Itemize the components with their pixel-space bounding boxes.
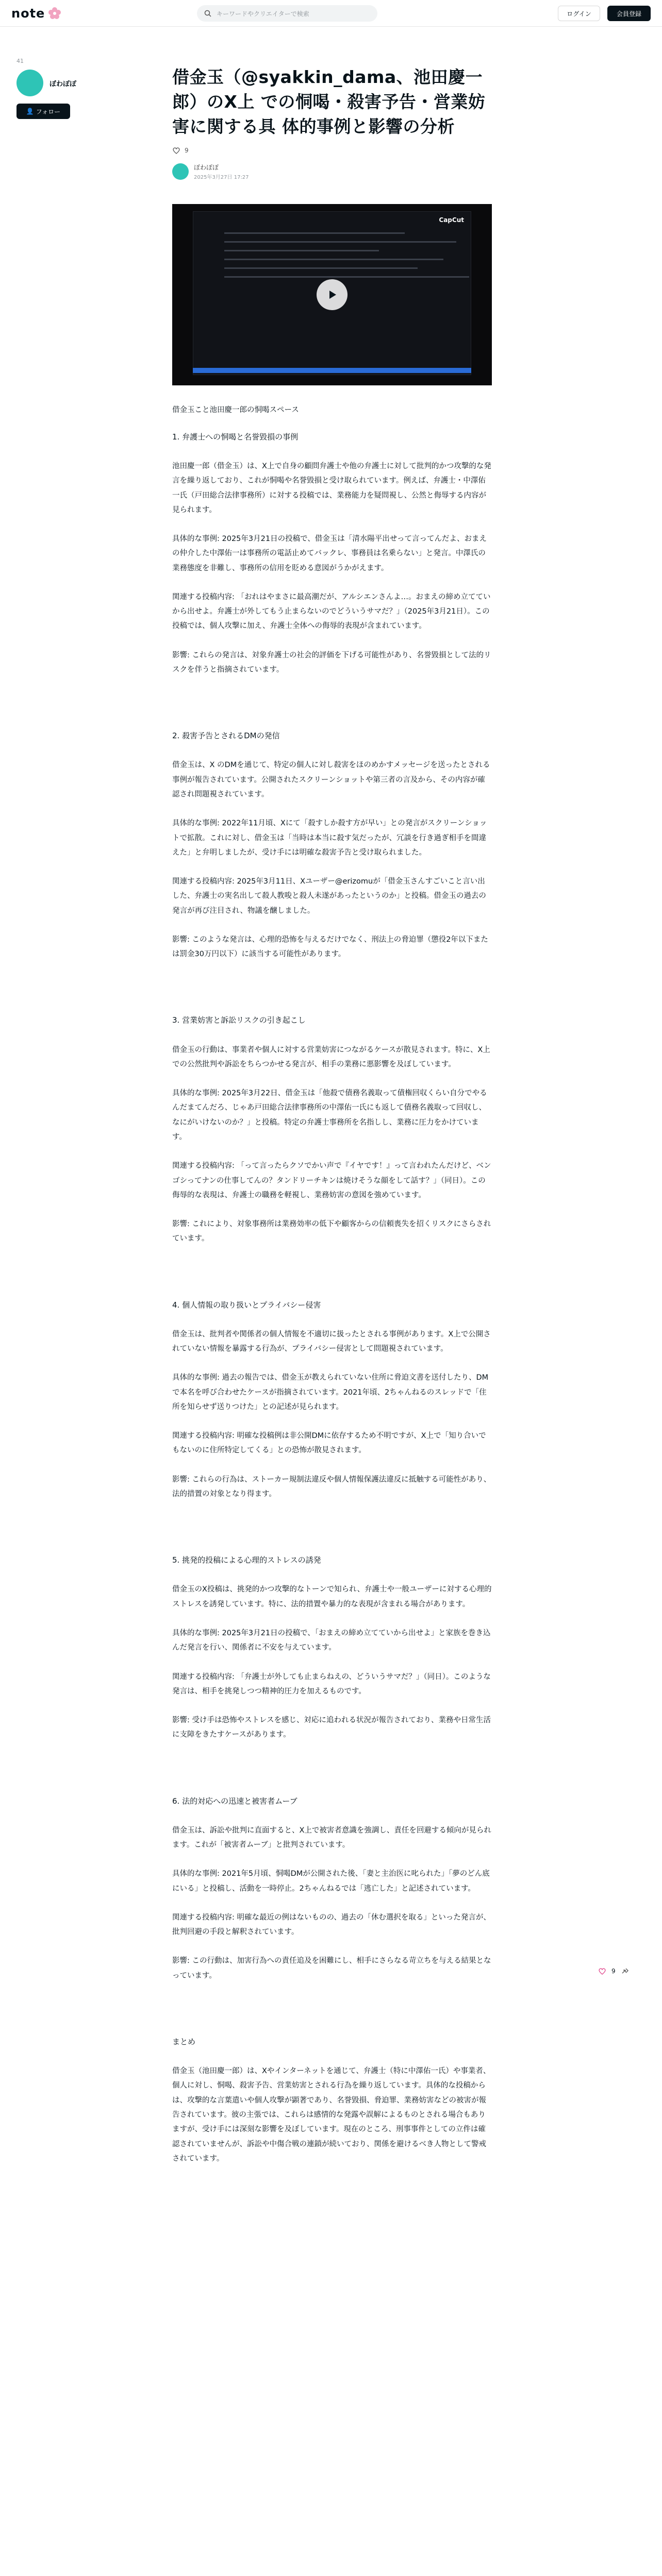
section-4 [172, 1298, 492, 1502]
paragraph: 具体的な事例: 2025年3月21日の投稿で、「おまえの締め立てていから出せよ」と家族を巻き込んだ発言を行い、関係者に不安を与えています。 [172, 1629, 491, 1652]
paragraph: 影響: これらの発言は、対象弁護士の社会的評価を下げる可能性があり、名誉毀損として法的リスクを伴うと指摘されています。 [172, 651, 491, 674]
flower-icon [48, 7, 61, 20]
section-6 [172, 1794, 492, 1983]
paragraph: 具体的な事例: 2025年3月21日の投稿で、借金玉は「清水陽平出せって言ってんだよ、おまえの仲介した中澤佑一は事務所の電話止めてバックレ、事務員は名乗らない」と発言。中澤氏の業務態度を非難し、事務所の信用を貶める意図がうかがえます。 [172, 535, 487, 572]
paragraph: 影響: この行動は、加害行為への責任追及を困難にし、相手にさらなる苛立ちを与える結果となっています。 [172, 1957, 491, 1980]
author-info[interactable] [172, 163, 492, 180]
paragraph: 影響: このような発言は、心理的恐怖を与えるだけでなく、刑法上の脅迫罪（懲役2年以下または罰金30万円以下）に該当する可能性があります。 [172, 935, 488, 959]
section-3 [172, 1013, 492, 1246]
paragraph: 具体的な事例: 2025年3月22日、借金玉は「他殺で債務名義取って債権回収くらい自分でやるんだまてんだろ、じゃあ戸田総合法律事務所の中澤佑一氏にも返して債務名義取って回収し、なにがいけないのか？」と投稿。特定の弁護士事務所を名指しし、業務に圧力をかけています。 [172, 1089, 487, 1141]
signup-button[interactable]: 会員登録 [607, 6, 651, 21]
paragraph: 借金玉のX投稿は、挑発的かつ攻撃的なトーンで知られ、弁護士や一般ユーザーに対する心理的ストレスを誘発しています。特に、法的措置や暴力的な表現が含まれる場合があります。 [172, 1585, 492, 1608]
paragraph: 関連する投稿内容: 「おれはやまさに最高潮だが、アルシエンさんよ…。おまえの締め立てていから出せよ。弁護士が外してもう止まらないのでどういうサマだ？」（2025年3月21日）。この投稿では、個人攻撃に加え、弁護士全体への侮辱的表現が含まれています。 [172, 592, 491, 631]
search-bar[interactable] [197, 5, 377, 22]
search-icon [204, 10, 211, 17]
paragraph: 関連する投稿内容: 「弁護士が外しても止まらねえの、どういうサマだ？」（同日）。このような発言は、相手を挑発しつつ精神的圧力を加えるものです。 [172, 1672, 491, 1696]
section-2 [172, 728, 492, 961]
paragraph: 影響: これらの行為は、ストーカー規制法違反や個人情報保護法違反に抵触する可能性があり、法的措置の対象となり得ます。 [172, 1475, 491, 1498]
section-5 [172, 1553, 492, 1742]
person-plus-icon: 👤 [26, 108, 34, 115]
heart-icon[interactable] [598, 1967, 606, 1975]
paragraph: 関連する投稿内容: 明確な最近の例はないものの、過去の「休む選択を取る」といった発言が、批判回避の手段と解釈されています。 [172, 1913, 491, 1937]
paragraph: 借金玉は、批判者や関係者の個人情報を不適切に扱ったとされる事例があります。X上で公開されていない情報を暴露する行為が、プライバシー侵害として問題視されています。 [172, 1330, 491, 1353]
summary-heading: まとめ [172, 2037, 196, 2046]
publish-date: 2025年3月27日 17:27 [194, 174, 249, 180]
top-navigation-bar [0, 0, 662, 27]
paragraph: 借金玉は、訴訟や批判に直面すると、X上で被害者意識を強調し、責任を回避する傾向が見られます。これが「被害者ムーブ」と批判されています。 [172, 1826, 491, 1850]
section-heading: 5. 挑発的投稿による心理的ストレスの誘発 [172, 1555, 321, 1565]
creator-sidebar [16, 58, 120, 119]
summary-section [172, 2035, 492, 2166]
heart-icon [172, 146, 180, 155]
summary-paragraph: 借金玉（池田慶一郎）は、Xやインターネットを通じて、弁護士（特に中澤佑一氏）や事業者、個人に対し、恫喝、殺害予告、営業妨害とされる行為を繰り返しています。具体的な投稿からは、攻撃的な言葉遣いや個人攻撃が顕著であり、名誉毀損、脅迫罪、業務妨害などの被害が報告されています。彼の主張では、これらは感情的な発露や誤解によるものとされる場合もありますが、受け手には深刻な影響を及ぼしています。現在のところ、刑事事件としての立件は確認されていませんが、訴訟や中傷合戦の連鎖が続いており、関係を避けるべき人物として警戒されています。 [172, 2067, 491, 2163]
article-title: 借金玉（@syakkin_dama、池田慶一郎）のX上 での恫喝・殺害予告・営業妨害に関する具 体的事例と影響の分析 [172, 67, 486, 137]
article [172, 65, 492, 2180]
article-like-count: 9 [185, 146, 189, 154]
paragraph: 関連する投稿内容: 明確な投稿例は非公開DMに依存するため不明ですが、X上で「知り合いでもないのに住所特定してくる」との恐怖が散見されます。 [172, 1432, 486, 1455]
paragraph: 関連する投稿内容: 2025年3月11日、Xユーザー@erizomuが「借金玉さんすごいこと言い出した、弁護士の実名出して殺人教唆と殺人未遂があったというのか」と投稿。借金玉の過去の発言が再び注目され、物議を醸しました。 [172, 877, 486, 915]
author-name[interactable]: ぼわぽぽ [194, 163, 219, 171]
section-heading: 6. 法的対応への迅速と被害者ムーブ [172, 1796, 297, 1806]
floating-like-count: 9 [611, 1968, 616, 1975]
note-logo[interactable] [11, 6, 61, 21]
paragraph: 借金玉の行動は、事業者や個人に対する営業妨害につながるケースが散見されます。特に、X上での公然批判や訴訟をちらつかせる発言が、相手の業務に悪影響を及ぼしています。 [172, 1045, 490, 1069]
logo-text: note [11, 6, 45, 21]
section-heading: 1. 弁護士への恫喝と名誉毀損の事例 [172, 432, 299, 442]
paragraph: 関連する投稿内容: 「って言ったらクソでかい声で『イヤです！』って言われたんだけど、ベンゴシってナンの仕事してんの？タンドリーチキンは焼けそうな顔をして話す？」（同日）。この侮辱的な表現は、弁護士の職務を軽視し、業務妨害の意図を強めています。 [172, 1162, 491, 1199]
embedded-video[interactable] [172, 204, 492, 385]
capcut-watermark: CapCut [439, 216, 464, 224]
section-heading: 3. 営業妨害と訴訟リスクの引き起こし [172, 1015, 306, 1025]
play-button[interactable] [317, 279, 347, 310]
share-icon[interactable] [621, 1967, 629, 1975]
author-avatar[interactable] [172, 163, 189, 180]
play-icon [326, 289, 338, 301]
paragraph: 具体的な事例: 2022年11月頃、Xにて「殺すしか殺す方が早い」との発言がスクリーンショットで拡散。これに対し、借金玉は「当時は本当に殺す気だったが、冗談を行き過ぎ相手を間違えた」と弁明しましたが、受け手には明確な殺害予告と受け取られました。 [172, 819, 487, 857]
video-caption-bar [193, 368, 471, 373]
floating-actions [598, 1967, 629, 1975]
creator-avatar[interactable] [16, 70, 43, 96]
follow-label: フォロー [36, 108, 61, 115]
creator-name[interactable]: ぼわぽぽ [49, 80, 77, 88]
intro-paragraph: 借金玉こと池田慶一郎の恫喝スペース [172, 405, 299, 414]
creator-count: 41 [16, 58, 24, 64]
section-heading: 4. 個人情報の取り扱いとプライバシー侵害 [172, 1300, 321, 1310]
paragraph: 具体的な事例: 2021年5月頃、恫喝DMが公開された後、「妻と主治医に叱られた」「夢のどん底にいる」と投稿し、活動を一時停止。2ちゃんねるでは「逃亡した」と記述されています。 [172, 1870, 490, 1893]
follow-button[interactable] [16, 104, 70, 119]
paragraph: 借金玉は、X のDMを通じて、特定の個人に対し殺害をほのめかすメッセージを送ったとされる事例が報告されています。公開されたスクリーンショットや第三者の言及から、その内容が確認され問題視されています。 [172, 761, 490, 799]
article-likes[interactable] [172, 146, 492, 155]
section-1 [172, 430, 492, 677]
section-heading: 2. 殺害予告とされるDMの発信 [172, 731, 280, 741]
article-body [172, 403, 492, 2166]
login-button[interactable]: ログイン [558, 6, 600, 21]
paragraph: 具体的な事例: 過去の報告では、借金玉が教えられていない住所に脅迫文書を送付したり、DMで本名を呼び合わせたケースが指摘されています。2021年頃、2ちゃんねるのスレッドで「住所を知らせず送りつけた」との記述が見られます。 [172, 1374, 489, 1411]
search-placeholder: キーワードやクリエイターで検索 [217, 10, 309, 18]
paragraph: 池田慶一郎（借金玉）は、X上で自身の顧問弁護士や他の弁護士に対して批判的かつ攻撃的な発言を繰り返しており、これが恫喝や名誉毀損と受け取られています。例えば、弁護士・中澤佑一氏（戸田総合法律事務所）に対する投稿では、業務能力を疑問視し、公然と侮辱する内容が見られます。 [172, 462, 491, 514]
paragraph: 影響: これにより、対象事務所は業務効率の低下や顧客からの信頼喪失を招くリスクにさらされています。 [172, 1220, 491, 1243]
paragraph: 影響: 受け手は恐怖やストレスを感じ、対応に追われる状況が報告されており、業務や日常生活に支障をきたすケースがあります。 [172, 1716, 491, 1739]
